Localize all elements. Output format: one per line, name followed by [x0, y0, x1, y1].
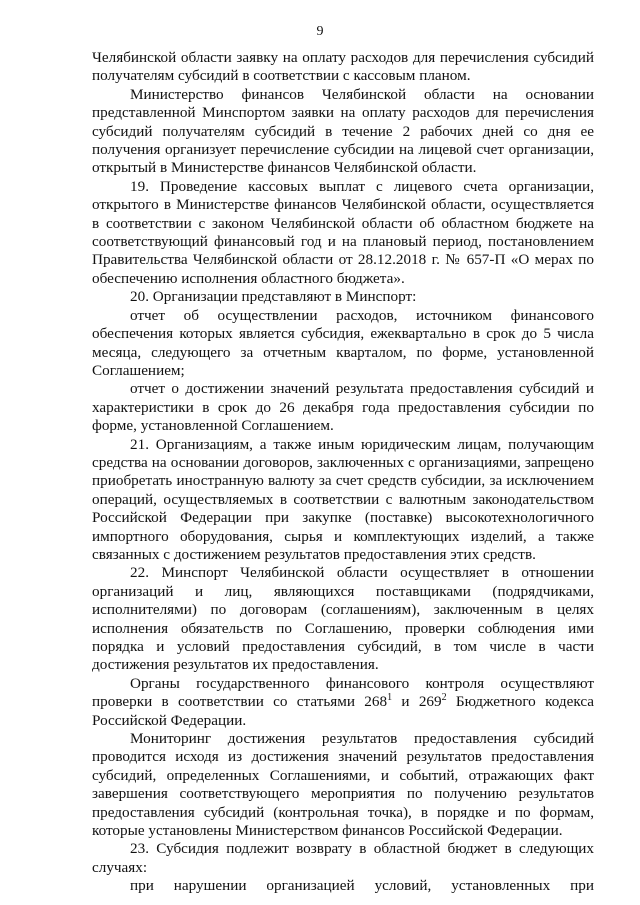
document-body	[92, 49, 594, 896]
paragraph-item-19: 19. Проведение кассовых выплат с лицевого счета организации, открытого в Министерстве финансов Челябинской области, осуществляется в соответствии с законом Челябинской области об областном бюджете на соответствующий финансовый год и на плановый период, постановлением Правительства Челябинской области от 28.12.2018 г. № 657-П «О мерах по обеспечению исполнения областного бюджета».	[92, 177, 594, 287]
control-text-after: Бюджетного кодекса Российской Федерации.	[92, 693, 594, 729]
paragraph-monitoring: Мониторинг достижения результатов предоставления субсидий проводится исходя из достижения значений результатов предоставления субсидий, определенных Соглашениями, и событий, отражающих факт завершения соответствующего мероприятия по получению результатов предоставления субсидий (контрольная точка), в порядке и по формам, которые установлены Министерством финансов Российской Федерации.	[92, 730, 594, 840]
paragraph-financial-control	[92, 675, 594, 730]
control-text-middle: и 269	[392, 693, 442, 711]
control-superscript-1: 1	[387, 692, 393, 704]
page-number: 9	[316, 24, 324, 39]
paragraph-violation-start: при нарушении организацией условий, установленных при	[130, 877, 594, 895]
paragraph-ministry-finance: Министерство финансов Челябинской области на основании представленной Минспортом заявки на оплату расходов для перечисления субсидий получателям субсидий в течение 2 рабочих дней со дня ее получения организует перечисление субсидии на лицевой счет организации, открытый в Министерстве финансов Челябинской области.	[92, 85, 594, 177]
paragraph-expense-report: отчет об осуществлении расходов, источником финансового обеспечения которых является субсидия, ежеквартально в срок до 5 числа месяца, следующего за отчетным кварталом, по форме, установленной Соглашением;	[92, 306, 594, 379]
paragraph-continuation: Челябинской области заявку на оплату расходов для перечисления субсидий получателям субсидий в соответствии с кассовым планом.	[92, 49, 594, 85]
control-text-before: Органы государственного финансового контроля осуществляют проверки в соответствии со статьями 268	[92, 674, 594, 711]
paragraph-item-20: 20. Организации представляют в Минспорт:	[130, 288, 417, 306]
paragraph-item-22: 22. Минспорт Челябинской области осуществляет в отношении организаций и лиц, являющихся поставщиками (подрядчиками, исполнителями) по договорам (соглашениям), заключенным в целях исполнения обязательств по Соглашению, проверки соблюдения ими порядка и условий предоставления субсидий, в том числе в части достижения результатов их предоставления.	[92, 564, 594, 674]
control-superscript-2: 2	[441, 692, 447, 704]
paragraph-results-report: отчет о достижении значений результата предоставления субсидий и характеристики в срок до 26 декабря года предоставления субсидии по форме, установленной Соглашением.	[92, 380, 594, 435]
paragraph-item-21: 21. Организациям, а также иным юридическим лицам, получающим средства на основании договоров, заключенных с организациями, запрещено приобретать иностранную валюту за счет средств субсидии, за исключением операций, осуществляемых в соответствии с валютным законодательством Российской Федерации при закупке (поставке) высокотехнологичного импортного оборудования, сырья и комплектующих изделий, а также связанных с достижением результатов предоставления этих средств.	[92, 435, 594, 563]
paragraph-item-23: 23. Субсидия подлежит возврату в областной бюджет в следующих случаях:	[92, 840, 594, 876]
